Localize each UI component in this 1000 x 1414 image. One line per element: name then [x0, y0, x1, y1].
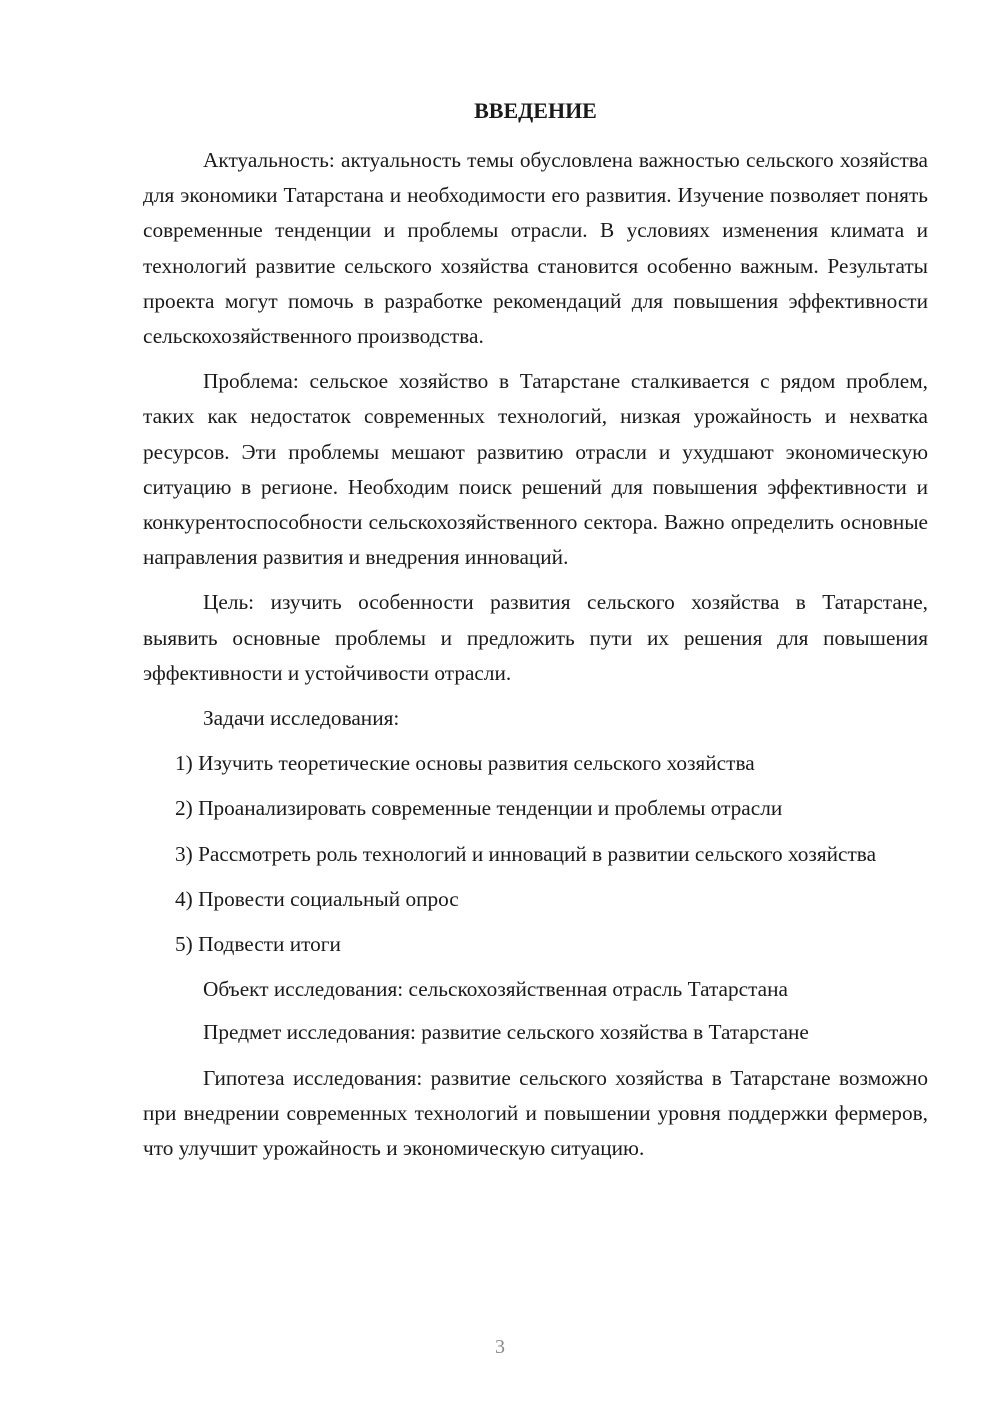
task-item: 4) Провести социальный опрос [175, 886, 459, 911]
research-hypothesis: Гипотеза исследования: развитие сельского хозяйства в Татарстане возможно при внедрении современных технологий и повышении уровня поддержки фермеров, что улучшит урожайность и экономическую ситуацию. [143, 1065, 928, 1161]
goal-paragraph: Цель: изучить особенности развития сельского хозяйства в Татарстане, выявить основные проблемы и предложить пути их решения для повышения эффективности и устойчивости отрасли. [143, 590, 928, 685]
page-number: 3 [495, 1336, 505, 1358]
task-item: 2) Проанализировать современные тенденции и проблемы отрасли [175, 796, 783, 821]
research-object: Объект исследования: сельскохозяйственная отрасль Татарстана [203, 977, 788, 1002]
relevance-paragraph: Актуальность: актуальность темы обусловлена важностью сельского хозяйства для экономики Татарстана и необходимости его развития. Изучение позволяет понять современные тенденции и проблемы отрасли. В условиях изменения климата и технологий развитие сельского хозяйства становится особенно важным. Результаты проекта могут помочь в разработке рекомендаций для повышения эффективности сельскохозяйственного производства. [143, 148, 928, 349]
task-item: 3) Рассмотреть роль технологий и инноваций в развитии сельского хозяйства [175, 841, 877, 866]
page-title: ВВЕДЕНИЕ [474, 98, 597, 123]
document-body [143, 143, 928, 1176]
task-item: 5) Подвести итоги [175, 932, 341, 957]
task-item: 1) Изучить теоретические основы развития сельского хозяйства [175, 751, 755, 776]
problem-paragraph: Проблема: сельское хозяйство в Татарстане сталкивается с рядом проблем, таких как недостаток современных технологий, низкая урожайность и нехватка ресурсов. Эти проблемы мешают развитию отрасли и ухудшают экономическую ситуацию в регионе. Необходим поиск решений для повышения эффективности и конкурентоспособности сельскохозяйственного сектора. Важно определить основные направления развития и внедрения инноваций. [143, 369, 928, 570]
tasks-heading: Задачи исследования: [203, 706, 400, 731]
research-subject: Предмет исследования: развитие сельского хозяйства в Татарстане [203, 1020, 809, 1045]
